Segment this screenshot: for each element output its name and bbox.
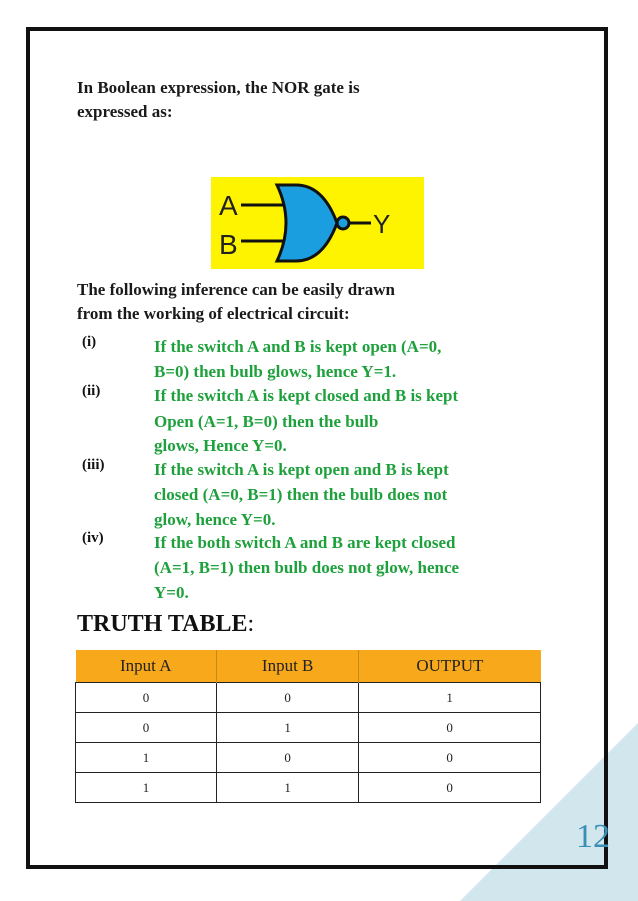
inference-line-1: The following inference can be easily drawn xyxy=(77,280,395,299)
table-header-row xyxy=(76,650,541,683)
item-line: If the both switch A and B are kept closed xyxy=(154,533,456,552)
label-b: B xyxy=(219,229,238,260)
table-row xyxy=(76,713,541,743)
item-number: (ii) xyxy=(82,383,101,399)
inference-paragraph xyxy=(77,278,497,326)
truth-table-title-text: TRUTH TABLE xyxy=(77,611,248,637)
inference-line-2: from the working of electrical circuit: xyxy=(77,304,350,323)
item-line: Open (A=1, B=0) then the bulb xyxy=(154,412,379,431)
item-line: If the switch A is kept closed and B is kept xyxy=(154,386,459,405)
table-row xyxy=(76,683,541,713)
page-number: 12 xyxy=(576,818,610,855)
item-line: closed (A=0, B=1) then the bulb does not xyxy=(154,485,448,504)
truth-table xyxy=(75,650,541,803)
nor-gate-diagram xyxy=(211,177,424,269)
header-input-a: Input A xyxy=(76,650,217,683)
item-line: B=0) then bulb glows, hence Y=1. xyxy=(154,362,397,381)
item-line: glow, hence Y=0. xyxy=(154,510,276,529)
table-cell: 0 xyxy=(76,683,217,713)
item-line: If the switch A is kept open and B is kept xyxy=(154,460,449,479)
table-cell: 0 xyxy=(359,713,541,743)
label-a: A xyxy=(219,190,238,221)
table-cell: 1 xyxy=(217,713,359,743)
truth-table-title-colon: : xyxy=(247,611,255,637)
table-cell: 0 xyxy=(217,743,359,773)
table-cell: 0 xyxy=(359,743,541,773)
intro-line-2: expressed as: xyxy=(77,102,173,121)
inversion-bubble xyxy=(337,217,349,229)
table-cell: 1 xyxy=(359,683,541,713)
table-cell: 1 xyxy=(76,773,217,803)
item-number: (i) xyxy=(82,334,97,350)
header-output: OUTPUT xyxy=(359,650,541,683)
truth-table-title xyxy=(77,611,254,638)
item-number: (iv) xyxy=(82,530,104,546)
table-cell: 0 xyxy=(217,683,359,713)
item-line: Y=0. xyxy=(154,583,189,602)
table-cell: 1 xyxy=(217,773,359,803)
table-row xyxy=(76,743,541,773)
item-line: If the switch A and B is kept open (A=0, xyxy=(154,337,442,356)
nor-gate-figure xyxy=(211,177,424,269)
table-row xyxy=(76,773,541,803)
intro-line-1: In Boolean expression, the NOR gate is xyxy=(77,78,360,97)
label-y: Y xyxy=(373,209,391,239)
item-line: (A=1, B=1) then bulb does not glow, hence xyxy=(154,558,460,577)
item-line: glows, Hence Y=0. xyxy=(154,436,287,455)
table-cell: 1 xyxy=(76,743,217,773)
table-cell: 0 xyxy=(76,713,217,743)
header-input-b: Input B xyxy=(217,650,359,683)
item-number: (iii) xyxy=(82,457,105,473)
table-cell: 0 xyxy=(359,773,541,803)
nor-gate-body xyxy=(277,185,337,261)
intro-paragraph xyxy=(77,76,457,124)
